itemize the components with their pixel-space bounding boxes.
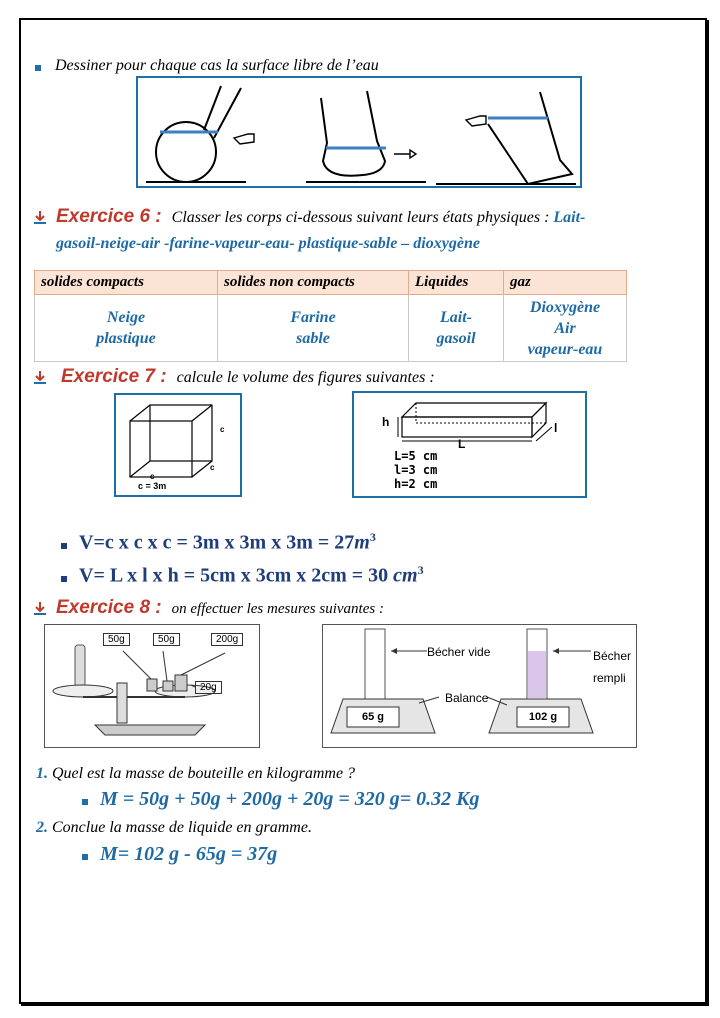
formula-prism: V= L x l x h = 5cm x 3cm x 2cm = 30 $cm^3$ — [79, 563, 424, 587]
arrow-down-icon — [33, 210, 47, 224]
states-table — [34, 270, 627, 362]
answer-2: M= 102 g - 65g = 37g — [100, 843, 278, 865]
water-surface-figure — [136, 76, 582, 188]
prism-dim-l: l=3 cm — [394, 463, 438, 477]
question-text: Quel est la masse de bouteille en kilogramme ? — [52, 765, 356, 782]
weight-label: 50g — [153, 633, 180, 646]
exercise8-header — [56, 597, 384, 619]
header-gaz: gaz — [504, 271, 627, 295]
prism-figure — [352, 391, 587, 498]
arrow-down-icon — [33, 601, 47, 615]
cell-solides-compacts: Neige plastique — [35, 295, 218, 362]
question-number: 1. — [36, 765, 48, 782]
bullet-icon — [82, 854, 88, 860]
exercise7-header — [61, 366, 435, 388]
cube-label-c: c — [210, 463, 215, 472]
cube-caption: c = 3m — [138, 481, 167, 491]
question-2 — [36, 819, 312, 837]
exercise6-title: Exercice 6 : — [56, 206, 162, 227]
header-solides-non-compacts: solides non compacts — [218, 271, 409, 295]
question-number: 2. — [36, 819, 48, 836]
arrow-down-icon — [33, 370, 47, 384]
prism-label-h: h — [382, 415, 390, 429]
weight-label: 50g — [103, 633, 130, 646]
bullet-icon — [61, 543, 67, 549]
intro-instruction: Dessiner pour chaque cas la surface libre de l’eau — [55, 57, 379, 74]
formula-cube: V=c x c x c = 3m x 3m x $3m = 27m^3$ — [79, 530, 376, 554]
prism-label-l: l — [554, 421, 558, 435]
prism-dimensions — [394, 449, 437, 491]
exercise6-desc: Classer les corps ci-dessous suivant leurs états physiques : — [171, 209, 550, 226]
weight-label: 20g — [195, 681, 222, 694]
table-row — [35, 295, 627, 362]
exercise6-list-part2: gasoil-neige-air -farine-vapeur-eau- plastique-sable – dioxygène — [56, 235, 480, 252]
table-header-row — [35, 271, 627, 295]
header-liquides: Liquides — [409, 271, 504, 295]
answer-1: M = 50g + 50g + 200g + 20g = 320 g= 0.32 Kg — [100, 788, 480, 810]
bullet-icon — [35, 65, 41, 71]
exercise6-list-part1: Lait- — [553, 209, 586, 226]
balance-figure — [322, 624, 637, 748]
cube-label-c: c — [220, 425, 225, 434]
cube-figure — [114, 393, 242, 497]
question-text: Conclue la masse de liquide en gramme. — [52, 819, 312, 836]
label-becher-vide: Bécher vide — [427, 645, 491, 659]
exercise8-title: Exercice 8 : — [56, 597, 162, 618]
cell-gaz: Dioxygène Air vapeur-eau — [504, 295, 627, 362]
prism-dim-h: h=2 cm — [394, 477, 438, 491]
exercise7-title: Exercice 7 : — [61, 366, 167, 387]
balance-reading-2: 102 g — [528, 711, 558, 723]
prism-dim-L: L=5 cm — [394, 449, 438, 463]
cube-label-c: c — [150, 472, 155, 481]
prism-label-L: L — [458, 437, 466, 451]
label-becher-rempli: Bécher rempli — [593, 649, 632, 685]
balance-reading-1: 65 g — [361, 711, 384, 723]
exercise8-desc: on effectuer les mesures suivantes : — [171, 601, 384, 617]
exercise7-desc: calcule le volume des figures suivantes : — [176, 369, 435, 386]
label-balance: Balance — [445, 691, 489, 705]
header-solides-compacts: solides compacts — [35, 271, 218, 295]
bullet-icon — [61, 576, 67, 582]
bullet-icon — [82, 799, 88, 805]
question-1 — [36, 765, 355, 783]
weight-label: 200g — [211, 633, 243, 646]
cell-liquides: Lait- gasoil — [409, 295, 504, 362]
exercise6-header — [56, 206, 585, 228]
scale-figure — [44, 624, 260, 748]
cell-solides-non-compacts: Farine sable — [218, 295, 409, 362]
